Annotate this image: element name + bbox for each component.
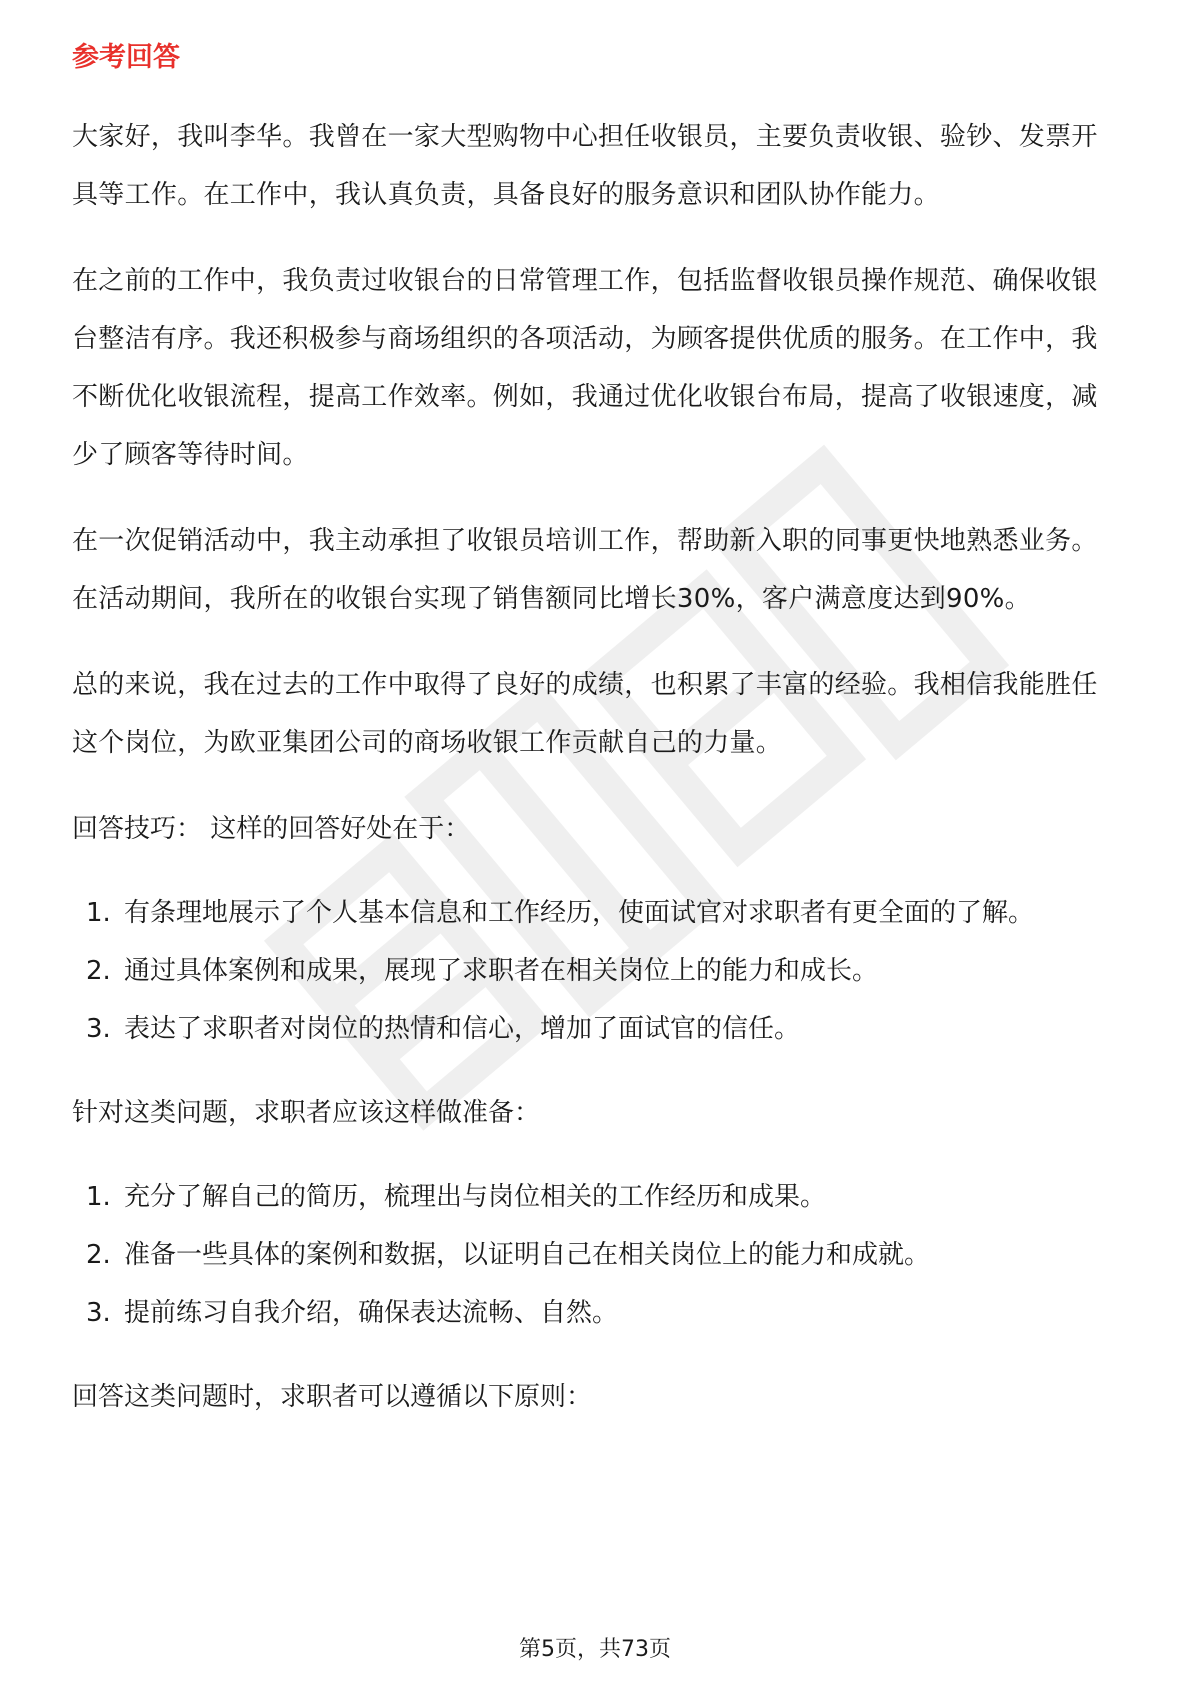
list-item-text: 通过具体案例和成果，展现了求职者在相关岗位上的能力和成长。 <box>124 956 879 986</box>
list-number: 3. <box>86 1014 111 1044</box>
section-heading: 参考回答 <box>72 42 180 73</box>
list-item <box>72 884 1122 942</box>
answer-paragraph-4: 总的来说，我在过去的工作中取得了良好的成绩，也积累了丰富的经验。我相信我能胜任这个岗位，为欧亚集团公司的商场收银工作贡献自己的力量。 <box>72 670 1098 758</box>
tips-list <box>72 884 1122 1058</box>
list-item-text: 有条理地展示了个人基本信息和工作经历，使面试官对求职者有更全面的了解。 <box>124 898 1035 928</box>
list-number: 2. <box>86 1240 111 1270</box>
list-number: 3. <box>86 1298 111 1328</box>
answer-paragraph-3: 在一次促销活动中，我主动承担了收银员培训工作，帮助新入职的同事更快地熟悉业务。在活动期间，我所在的收银台实现了销售额同比增长30%，客户满意度达到90%。 <box>72 526 1098 614</box>
principles-label: 回答这类问题时，求职者可以遵循以下原则： <box>72 1382 593 1412</box>
list-item-text: 准备一些具体的案例和数据，以证明自己在相关岗位上的能力和成就。 <box>124 1240 931 1270</box>
page-footer: 第5页，共73页 <box>519 1637 671 1662</box>
list-item <box>72 1284 1122 1342</box>
list-item-text: 提前练习自我介绍，确保表达流畅、自然。 <box>124 1298 619 1328</box>
prep-label: 针对这类问题，求职者应该这样做准备： <box>72 1098 541 1128</box>
list-number: 2. <box>86 956 111 986</box>
list-number: 1. <box>86 1182 111 1212</box>
list-number: 1. <box>86 898 111 928</box>
list-item <box>72 1226 1122 1284</box>
answer-paragraph-2: 在之前的工作中，我负责过收银台的日常管理工作，包括监督收银员操作规范、确保收银台整洁有序。我还积极参与商场组织的各项活动，为顾客提供优质的服务。在工作中，我不断优化收银流程，提高工作效率。例如，我通过优化收银台布局，提高了收银速度，减少了顾客等待时间。 <box>72 266 1098 470</box>
prep-list <box>72 1168 1122 1342</box>
list-item-text: 表达了求职者对岗位的热情和信心，增加了面试官的信任。 <box>124 1014 801 1044</box>
list-item <box>72 942 1122 1000</box>
tips-label: 回答技巧： 这样的回答好处在于： <box>72 814 471 844</box>
list-item <box>72 1000 1122 1058</box>
list-item <box>72 1168 1122 1226</box>
answer-paragraph-1: 大家好，我叫李华。我曾在一家大型购物中心担任收银员，主要负责收银、验钞、发票开具等工作。在工作中，我认真负责，具备良好的服务意识和团队协作能力。 <box>72 122 1098 210</box>
main-content <box>72 38 1122 1452</box>
list-item-text: 充分了解自己的简历，梳理出与岗位相关的工作经历和成果。 <box>124 1182 827 1212</box>
